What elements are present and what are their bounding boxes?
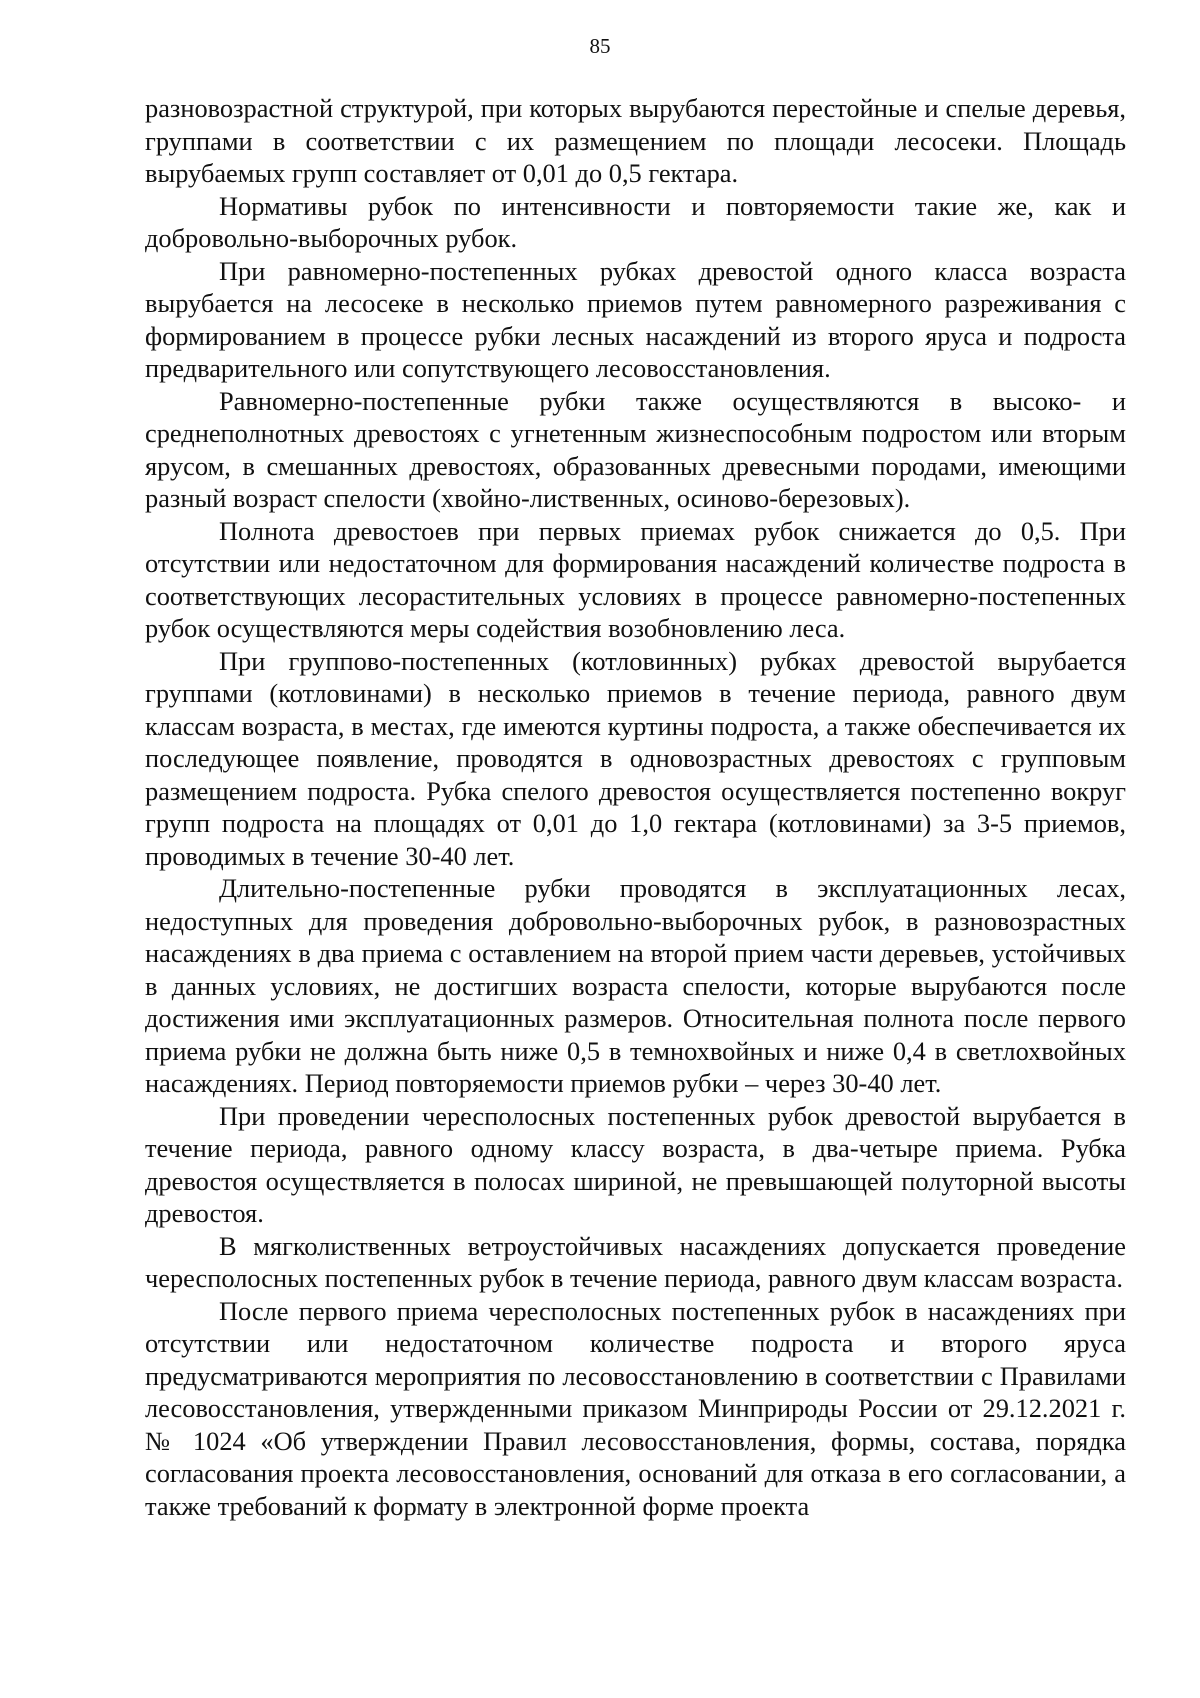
paragraph: При группово-постепенных (котловинных) рубках древостой вырубается группами (котловинами) в несколько приемов в течение периода, равного двум классам возраста, в местах, где имеются куртины подроста, а также обеспечивается их последующее появление, проводятся в одновозрастных древостоях с групповым размещением подроста. Рубка спелого древостоя осуществляется постепенно вокруг групп подроста на площадях от 0,01 до 1,0 гектара (котловинами) за 3-5 приемов, проводимых в течение 30-40 лет. [145,645,1126,871]
document-body [145,92,1126,1522]
paragraph: Нормативы рубок по интенсивности и повторяемости такие же, как и добровольно-выборочных рубок. [145,190,1126,253]
paragraph: разновозрастной структурой, при которых вырубаются перестойные и спелые деревья, группами в соответствии с их размещением по площади лесосеки. Площадь вырубаемых групп составляет от 0,01 до 0,5 гектара. [145,93,1126,188]
paragraph: При равномерно-постепенных рубках древостой одного класса возраста вырубается на лесосеке в несколько приемов путем равномерного разреживания с формированием в процессе рубки лесных насаждений из второго яруса и подроста предварительного или сопутствующего лесовосстановления. [145,255,1126,383]
paragraph: Полнота древостоев при первых приемах рубок снижается до 0,5. При отсутствии или недостаточном для формирования насаждений количестве подроста в соответствующих лесорастительных условиях в процессе равномерно-постепенных рубок осуществляются меры содействия возобновлению леса. [145,515,1126,643]
paragraph: При проведении чересполосных постепенных рубок древостой вырубается в течение периода, равного одному классу возраста, в два-четыре приема. Рубка древостоя осуществляется в полосах шириной, не превышающей полуторной высоты древостоя. [145,1100,1126,1228]
page-number: 85 [589,34,611,58]
paragraph: После первого приема чересполосных постепенных рубок в насаждениях при отсутствии или недостаточном количестве подроста и второго яруса предусматриваются мероприятия по лесовосстановлению в соответствии с Правилами лесовосстановления, утвержденными приказом Минприроды России от 29.12.2021 г. № 1024 «Об утверждении Правил лесовосстановления, формы, состава, порядка согласования проекта лесовосстановления, оснований для отказа в его согласовании, а также требований к формату в электронной форме проекта [145,1295,1126,1521]
paragraph: Равномерно-постепенные рубки также осуществляются в высоко- и среднеполнотных древостоях с угнетенным жизнеспособным подростом или вторым ярусом, в смешанных древостоях, образованных древесными породами, имеющими разный возраст спелости (хвойно-лиственных, осиново-березовых). [145,385,1126,513]
paragraph: Длительно-постепенные рубки проводятся в эксплуатационных лесах, недоступных для проведения добровольно-выборочных рубок, в разновозрастных насаждениях в два приема с оставлением на второй прием части деревьев, устойчивых в данных условиях, не достигших возраста спелости, которые вырубаются после достижения ими эксплуатационных размеров. Относительная полнота после первого приема рубки не должна быть ниже 0,5 в темнохвойных и ниже 0,4 в светлохвойных насаждениях. Период повторяемости приемов рубки – через 30-40 лет. [145,873,1126,1098]
paragraph: В мягколиственных ветроустойчивых насаждениях допускается проведение чересполосных постепенных рубок в течение периода, равного двум классам возраста. [145,1230,1126,1293]
